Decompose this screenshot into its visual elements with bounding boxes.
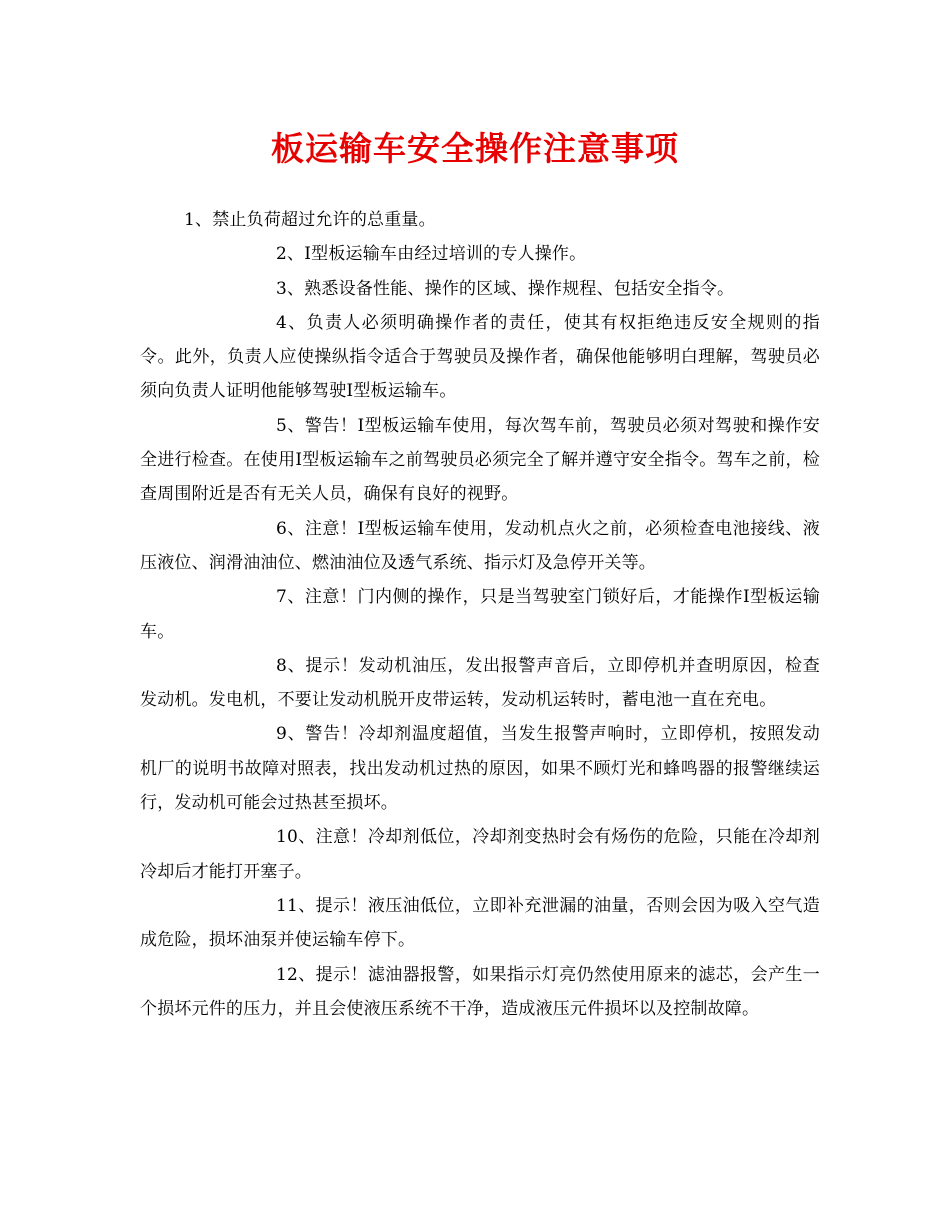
paragraph-9: 9、警告！冷却剂温度超值，当发生报警声响时，立即停机，按照发动机厂的说明书故障对照表，找出发动机过热的原因，如果不顾灯光和蜂鸣器的报警继续运行，发动机可能会过热甚至损坏。 xyxy=(140,724,820,814)
paragraph-3: 3、熟悉设备性能、操作的区域、操作规程、包括安全指令。 xyxy=(276,278,735,299)
paragraph-1: 1、禁止负荷超过允许的总重量。 xyxy=(184,210,436,230)
paragraph-2: 2、I型板运输车由经过培训的专人操作。 xyxy=(276,244,587,265)
paragraph-6: 6、注意！I型板运输车使用，发动机点火之前，必须检查电池接线、液压液位、润滑油油位、燃油油位及透气系统、指示灯及急停开关等。 xyxy=(140,518,820,573)
document-body xyxy=(140,203,820,1026)
document-title: 板运输车安全操作注意事项 xyxy=(271,129,679,168)
paragraph-4: 4、负责人必须明确操作者的责任，使其有权拒绝违反安全规则的指令。此外，负责人应使操纵指令适合于驾驶员及操作者，确保他能够明白理解，驾驶员必须向负责人证明他能够驾驶I型板运输车。 xyxy=(140,312,820,402)
paragraph-12: 12、提示！滤油器报警，如果指示灯亮仍然使用原来的滤芯，会产生一个损坏元件的压力，并且会使液压系统不干净，造成液压元件损坏以及控制故障。 xyxy=(140,964,820,1019)
paragraph-10: 10、注意！冷却剂低位，冷却剂变热时会有炀伤的危险，只能在冷却剂冷却后才能打开塞子。 xyxy=(140,827,820,882)
paragraph-7: 7、注意！门内侧的操作，只是当驾驶室门锁好后，才能操作I型板运输车。 xyxy=(140,587,820,642)
paragraph-11: 11、提示！液压油低位，立即补充泄漏的油量，否则会因为吸入空气造成危险，损坏油泵并使运输车停下。 xyxy=(140,895,820,951)
paragraph-8: 8、提示！发动机油压，发出报警声音后，立即停机并查明原因，检查发动机。发电机，不要让发动机脱开皮带运转，发动机运转时，蓄电池一直在充电。 xyxy=(140,655,820,711)
paragraph-5: 5、警告！I型板运输车使用，每次驾车前，驾驶员必须对驾驶和操作安全进行检查。在使用I型板运输车之前驾驶员必须完全了解并遵守安全指令。驾车之前，检查周围附近是否有无关人员，确保有良好的视野。 xyxy=(140,415,820,505)
